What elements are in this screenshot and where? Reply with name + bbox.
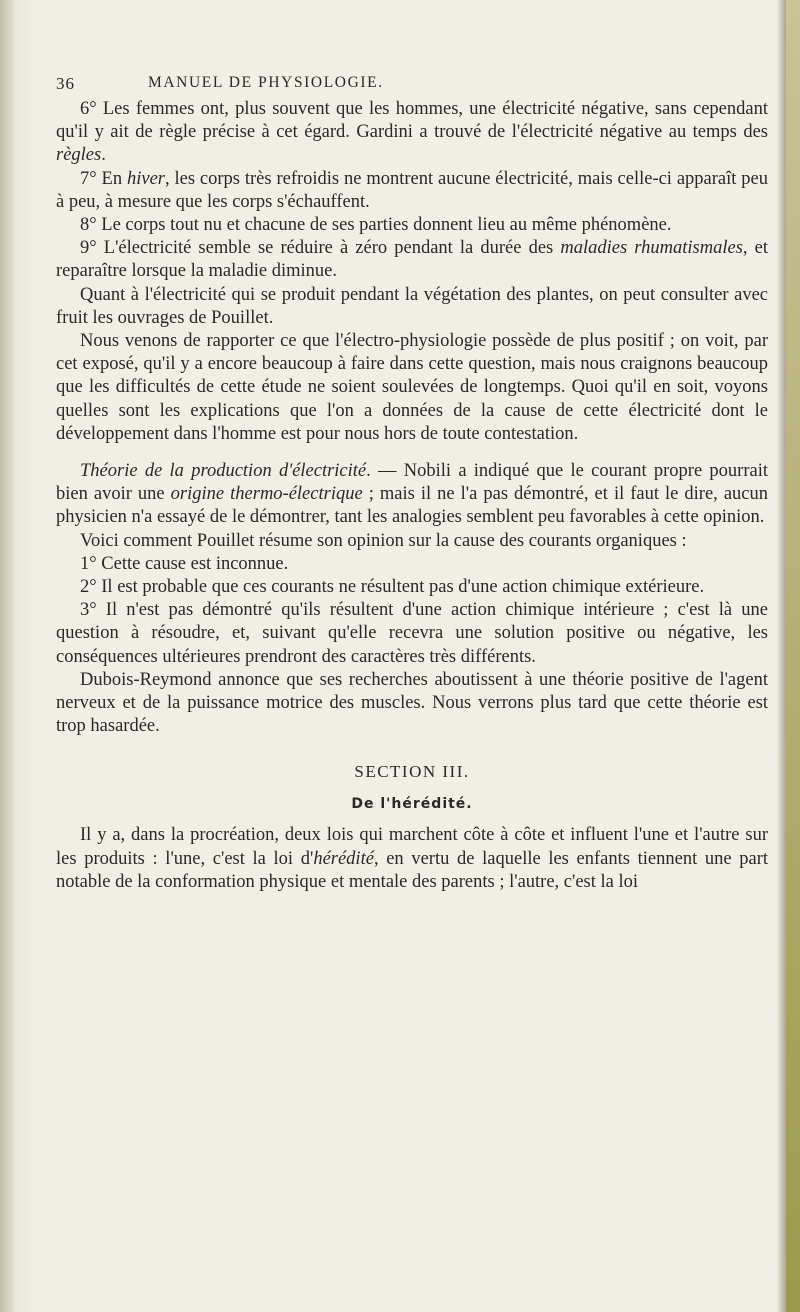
paragraph-naked-body: 8° Le corps tout nu et chacune de ses parties donnent lieu au même phénomène. [80, 215, 672, 236]
page-edge-strip [786, 0, 800, 1312]
list-item-3: 3° Il n'est pas démontré qu'ils résultent d'une action chimique intérieure ; c'est là une question à résoudre, et, suivant qu'elle recevra une solution positive ou négative, les conséquences ultérieures prendront des caractères très différents. [56, 600, 768, 667]
page-left-edge [0, 0, 14, 1312]
paragraph-theory: Théorie de la production d'électricité. — Nobili a indiqué que le courant propre pourrait bien avoir une origine thermo-électrique ; mais il ne l'a pas démontré, et il faut le dire, aucun physicien n'a essayé de le démontrer, tant les analogies semblent peu favorables à cette opinion. [56, 461, 769, 528]
page-body [56, 98, 768, 894]
paragraph-plants: Quant à l'électricité qui se produit pendant la végétation des plantes, on peut consulter avec fruit les ouvrages de Pouillet. [56, 284, 768, 328]
page-header [56, 74, 756, 98]
paragraph-dubois-reymond: Dubois-Reymond annonce que ses recherches aboutissent à une théorie positive de l'agent nerveux et de la puissance motrice des muscles. Nous verrons plus tard que cette théorie est trop hasardée. [56, 669, 768, 737]
section-subtitle: De l'hérédité. [351, 796, 473, 813]
paragraph-pouillet-intro: Voici comment Pouillet résume son opinion sur la cause des courants organiques : [80, 530, 687, 551]
paragraph-heredity: Il y a, dans la procréation, deux lois qui marchent côte à côte et influent l'une et l'autre sur les produits : l'une, c'est la loi d'hérédité, en vertu de laquelle les enfants tiennent une part notable de la conformation physique et mentale des parents ; l'autre, c'est la loi [56, 825, 769, 892]
paragraph-winter: 7° En hiver, les corps très refroidis ne montrent aucune électricité, mais celle-ci apparaît peu à peu, à mesure que les corps s'échauffent. [56, 168, 768, 212]
list-item-1: 1° Cette cause est inconnue. [80, 553, 289, 574]
paragraph-summary: Nous venons de rapporter ce que l'électro-physiologie possède de plus positif ; on voit, par cet exposé, qu'il y a encore beaucoup à faire dans cette question, mais nous craignons beaucoup que les difficultés de cette étude ne soient soulevées de longtemps. Quoi qu'il en soit, voyons quelles sont les explications que l'on a données de la cause de cette électricité dont le développement dans l'homme est pour nous hors de toute contestation. [56, 331, 768, 444]
page-number: 36 [56, 74, 75, 93]
section-title: SECTION III. [354, 762, 470, 782]
paragraph-rheumatism: 9° L'électricité semble se réduire à zéro pendant la durée des maladies rhumatismales, et reparaître lorsque la maladie diminue. [56, 238, 768, 282]
page-binding-shadow [776, 0, 786, 1312]
paragraph-women: 6° Les femmes ont, plus souvent que les hommes, une électricité négative, sans cependant qu'il y ait de règle précise à cet égard. Gardini a trouvé de l'électricité négative au temps des règles. [56, 99, 768, 166]
running-head: MANUEL DE PHYSIOLOGIE. [148, 74, 384, 91]
list-item-2: 2° Il est probable que ces courants ne résultent pas d'une action chimique extérieure. [80, 577, 705, 598]
